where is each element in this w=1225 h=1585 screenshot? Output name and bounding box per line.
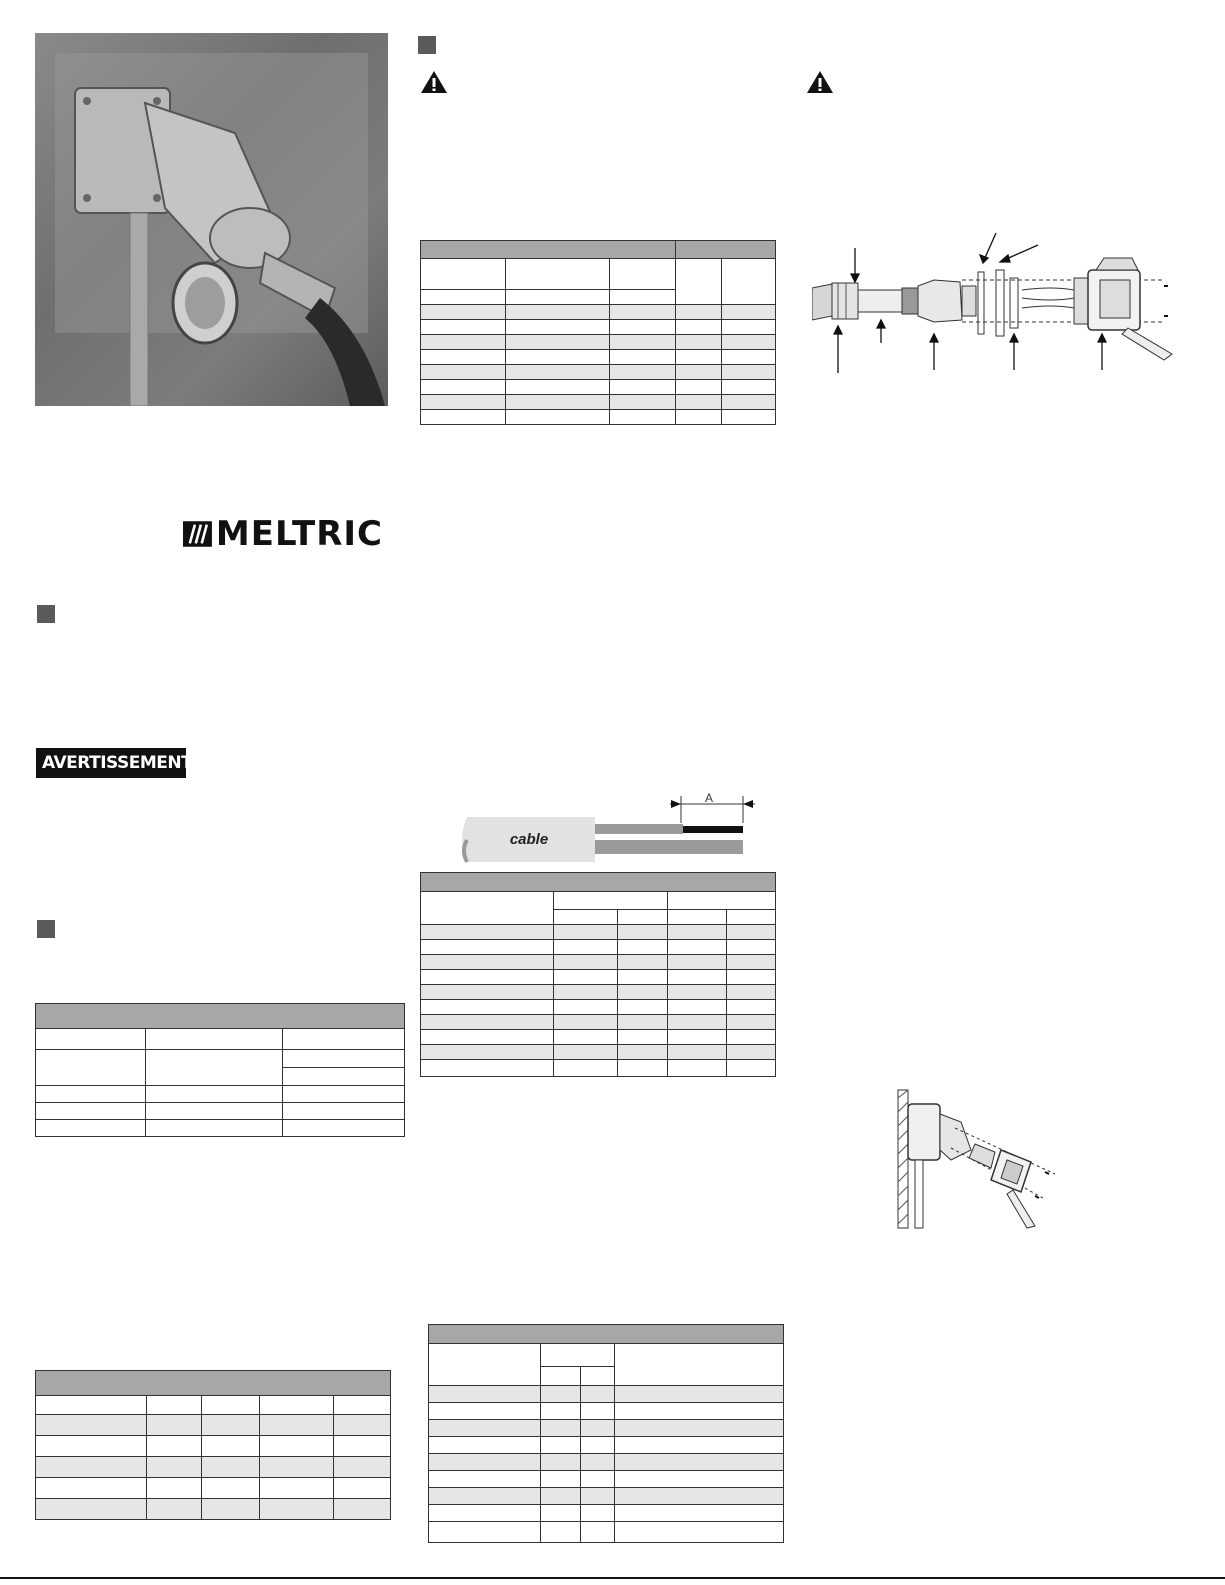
avertissement-label: AVERTISSEMENT: [42, 753, 193, 773]
cable-strip-diagram: [455, 790, 775, 866]
receptacle-photo-illustration: [35, 33, 388, 406]
table-middle-1: [420, 240, 776, 425]
logo-stripes-icon: [183, 519, 212, 549]
warning-triangle-icon: [806, 70, 834, 94]
section-marker-2: [37, 920, 55, 938]
cable-label: cable: [509, 831, 549, 848]
section-marker-3: [418, 36, 436, 54]
table-middle-3: [428, 1324, 784, 1543]
table-middle-2: [420, 872, 776, 1077]
table-left-1: [35, 1003, 405, 1137]
warning-triangle-icon: [420, 70, 448, 94]
exploded-assembly-diagram: [812, 228, 1182, 376]
table-left-2: [35, 1370, 391, 1520]
avertissement-badge: [36, 748, 193, 778]
section-marker-1: [37, 605, 55, 623]
dimension-label: A: [704, 791, 714, 805]
bottom-rule: [0, 1577, 1225, 1579]
meltric-logo: [183, 516, 383, 552]
logo-text: MELTRIC: [215, 514, 383, 554]
product-photo: [35, 33, 388, 406]
wall-mount-diagram: [895, 1088, 1060, 1230]
